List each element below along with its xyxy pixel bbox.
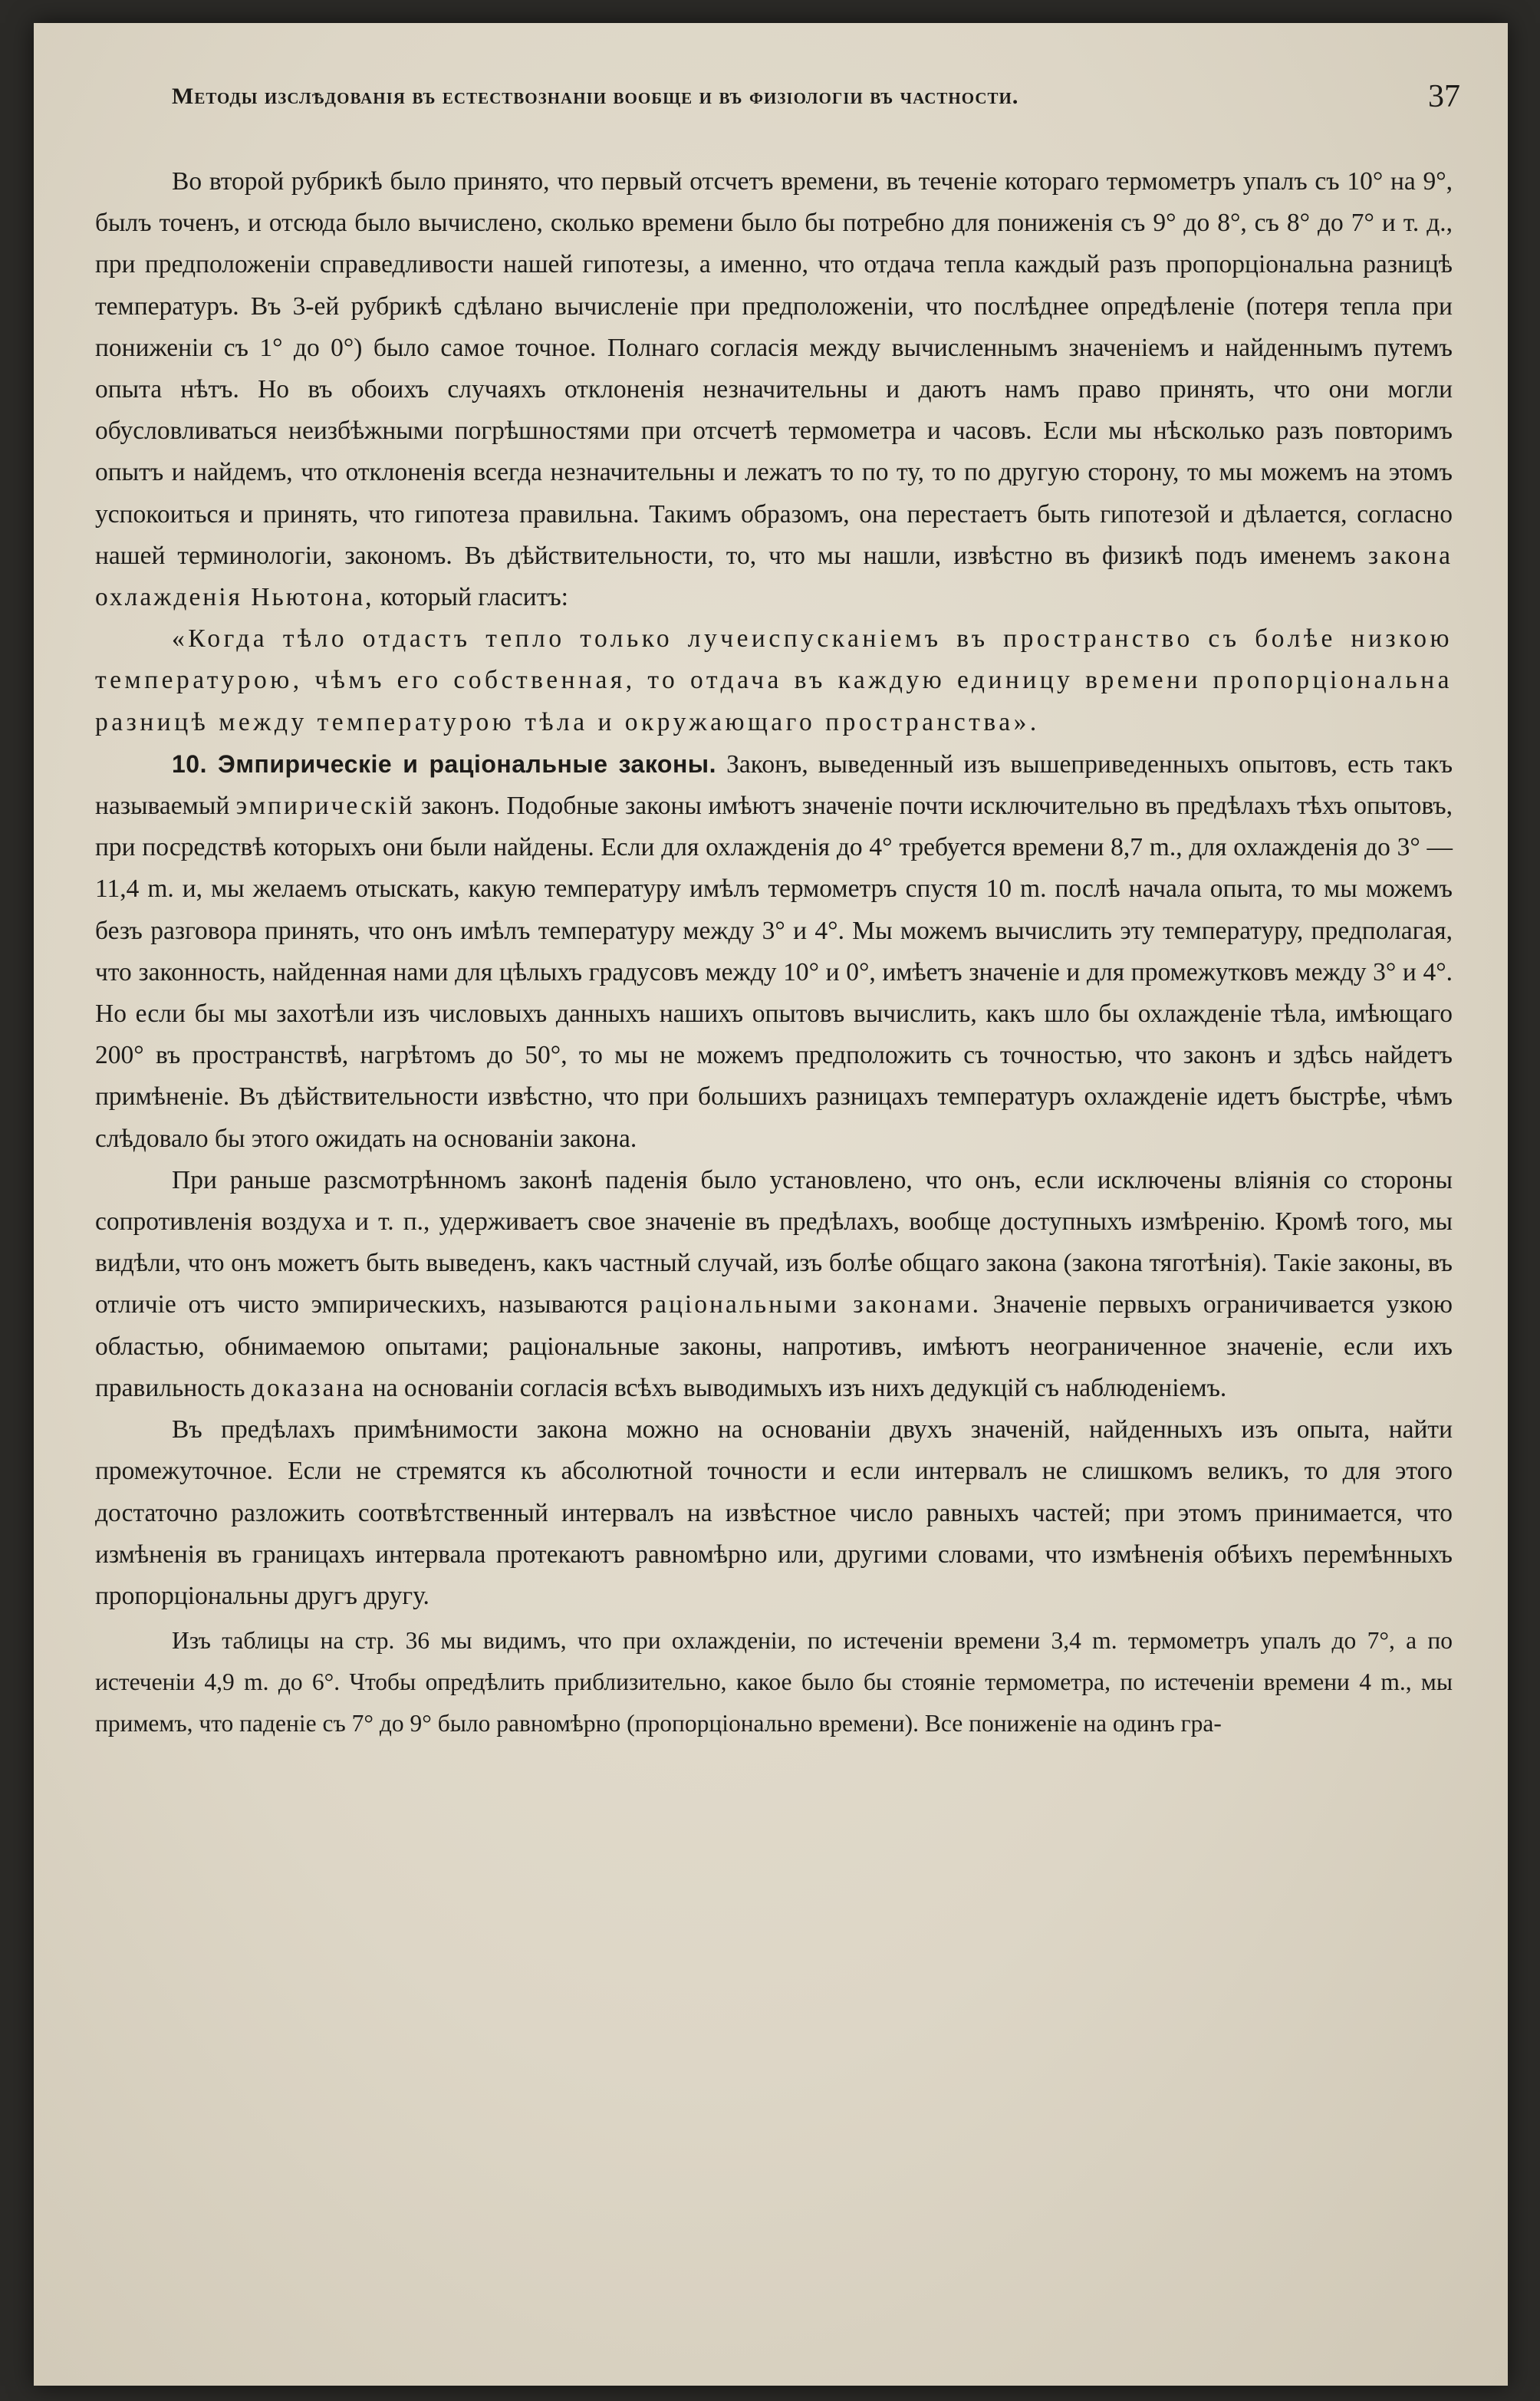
paragraph-table-example: Изъ таблицы на стр. 36 мы видимъ, что при охлажденіи, по истеченіи времени 3,4 m. термометръ упалъ до 7°, а по истеченіи 4,9 m. до 6°. Чтобы опредѣлить приблизительно, какое было бы стояніе термометра, по истеченіи времени 4 m., мы примемъ, что паденіе съ 7° до 9° было равномѣрно (пропорціонально времени). Все пониженіе на одинъ гра-	[95, 1627, 1453, 1737]
term-rational: раціональными законами.	[640, 1290, 982, 1319]
section-heading: 10. Эмпирическіе и раціональные законы.	[172, 749, 717, 778]
law-name: закона охлажденія Ньютона,	[95, 541, 1453, 612]
paragraph-rubric-comparison	[95, 161, 1453, 618]
paragraph-text: Законъ, выведенный изъ вышеприведенныхъ опытовъ, есть такъ называемый	[95, 749, 1453, 821]
paragraph-empirical-laws	[95, 743, 1453, 1160]
page-number: 37	[1428, 79, 1460, 114]
paragraph-rational-laws	[95, 1160, 1453, 1409]
term-empirical: эмпирическій	[235, 792, 415, 821]
paragraph-text: на основаніи согласія всѣхъ выводимыхъ изъ нихъ дедукцій съ наблюденіемъ.	[372, 1373, 1227, 1402]
paragraph-text: законъ. Подобные законы имѣютъ значеніе почти исключительно въ предѣлахъ тѣхъ опытовъ, при посредствѣ которыхъ они были найдены. Если для охлажденія до 4° требуется времени 8,7 m., для охлажденія до 3° — 11,4 m. и, мы желаемъ отыскать, какую температуру имѣлъ термометръ спустя 10 m. послѣ начала опыта, то мы можемъ безъ разговора принять, что онъ имѣлъ температуру между 3° и 4°. Мы можемъ вычислить эту температуру, предполагая, что законность, найденная нами для цѣлыхъ градусовъ между 10° и 0°, имѣетъ значеніе и для промежутковъ между 3° и 4°. Но если бы мы захотѣли изъ числовыхъ данныхъ нашихъ опытовъ вычислить, какъ шло бы охлажденіе тѣла, имѣющаго 200° въ пространствѣ, нагрѣтомъ до 50°, то мы не можемъ предположить съ точностью, что законъ и здѣсь найдетъ примѣненіе. Въ дѣйствительности извѣстно, что при большихъ разницахъ температуръ охлажденіе идетъ быстрѣе, чѣмъ слѣдовало бы этого ожидать на основаніи закона.	[95, 792, 1453, 1153]
header-title: Методы изслѣдованія въ естествознаніи вообще и въ физіологіи въ частности.	[172, 84, 1019, 109]
paragraph-text: При раньше разсмотрѣнномъ законѣ паденія было установлено, что онъ, если исключены вліянія со стороны сопротивленія воздуха и т. п., удерживаетъ свое значеніе въ предѣлахъ, вообще доступныхъ измѣренію. Кромѣ того, мы видѣли, что онъ можетъ быть выведенъ, какъ частный случай, изъ болѣе общаго закона (закона тяготѣнія). Такіе законы, въ отличіе отъ чисто эмпирическихъ, называются	[95, 1165, 1453, 1319]
paragraph-text: который гласитъ:	[380, 583, 568, 612]
law-quote: «Когда тѣло отдастъ тепло только лучеиспусканіемъ въ пространство съ болѣе низкою температурою, чѣмъ его собственная, то отдача въ каждую единицу времени пропорціональна разницѣ между температурою тѣла и окружающаго пространства».	[95, 624, 1453, 736]
paragraph-interpolation: Въ предѣлахъ примѣнимости закона можно на основаніи двухъ значеній, найденныхъ изъ опыта, найти промежуточное. Если не стремятся къ абсолютной точности и если интервалъ не слишкомъ великъ, то для этого достаточно разложить соотвѣтственный интервалъ на извѣстное число равныхъ частей; при этомъ принимается, что измѣненія въ границахъ интервала протекаютъ равномѣрно или, другими словами, что измѣненія обѣихъ перемѣнныхъ пропорціональны другъ другу.	[95, 1415, 1453, 1610]
paragraph-text: Во второй рубрикѣ было принято, что первый отсчетъ времени, въ теченіе котораго термометръ упалъ съ 10° на 9°, былъ точенъ, и отсюда было вычислено, сколько времени было бы потребно для пониженія съ 9° до 8°, съ 8° до 7° и т. д., при предположеніи справедливости нашей гипотезы, а именно, что отдача тепла каждый разъ пропорціональна разницѣ температуръ. Въ 3-ей рубрикѣ сдѣлано вычисленіе при предположеніи, что послѣднее опредѣленіе (потеря тепла при пониженіи съ 1° до 0°) было самое точное. Полнаго согласія между вычисленнымъ значеніемъ и найденнымъ путемъ опыта нѣтъ. Но въ обоихъ случаяхъ отклоненія незначительны и даютъ намъ право принять, что они могли обусловливаться неизбѣжными погрѣшностями при отсчетѣ термометра и часовъ. Если мы нѣсколько разъ повторимъ опытъ и найдемъ, что отклоненія всегда незначительны и лежатъ то по ту, то по другую сторону, то мы можемъ на этомъ успокоиться и принять, что гипотеза правильна. Такимъ образомъ, она перестаетъ быть гипотезой и дѣлается, согласно нашей терминологіи, закономъ. Въ дѣйствительности, то, что мы нашли, извѣстно въ физикѣ подъ именемъ	[95, 167, 1453, 570]
running-header	[172, 74, 1468, 120]
body-text	[95, 161, 1453, 1744]
term-proven: доказана	[251, 1373, 367, 1402]
book-page	[34, 23, 1508, 2386]
paragraph-text: Значеніе первыхъ ограничивается узкою областью, обнимаемою опытами; раціональные законы, напротивъ, имѣютъ неограниченное значеніе, если ихъ правильность	[95, 1290, 1453, 1402]
